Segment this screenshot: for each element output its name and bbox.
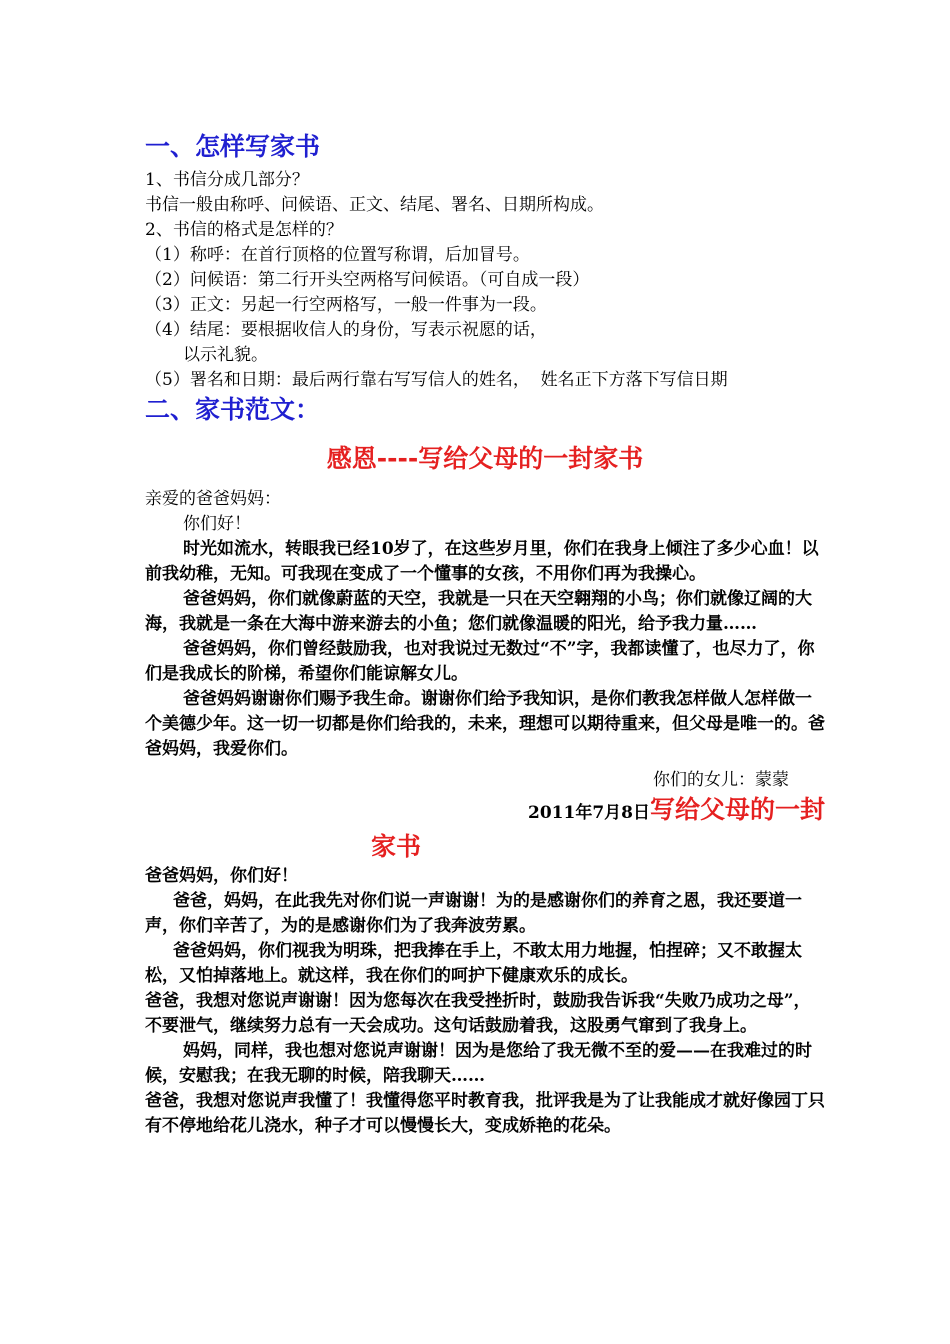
question-1: 1、书信分成几部分？ bbox=[145, 170, 309, 190]
answer-1: 书信一般由称呼、问候语、正文、结尾、署名、日期所构成。 bbox=[145, 195, 604, 215]
letter1-paragraph: 爸爸妈妈谢谢你们赐予我生命。谢谢你们给予我知识，是你们教我怎样做人怎样做一个美德少年。这一切一切都是你们给我的，未来，理想可以期待重来，但父母是唯一的。爸爸妈妈，我爱你们。 bbox=[145, 689, 825, 759]
format-item-4: （4）结尾：要根据收信人的身份，写表示祝愿的话， bbox=[145, 320, 547, 340]
letter1-date-line bbox=[145, 793, 825, 830]
letter2-greeting: 爸爸妈妈，你们好！ bbox=[145, 866, 298, 886]
letter2-title-part1: 写给父母的一封 bbox=[649, 795, 825, 824]
letter2-paragraph: 爸爸妈妈，你们视我为明珠，把我捧在手上，不敢太用力地握，怕捏碎；又不敢握太松，又怕掉落地上。就这样，我在你们的呵护下健康欢乐的成长。 bbox=[145, 941, 802, 986]
letter2-paragraph: 爸爸，我想对您说声我懂了！我懂得您平时教育我，批评我是为了让我能成才就好像园丁只有不停地给花儿浇水，种子才可以慢慢长大，变成娇艳的花朵。 bbox=[145, 1091, 825, 1136]
letter1-greeting: 你们好！ bbox=[183, 514, 251, 534]
letter2-title-part2: 家书 bbox=[371, 832, 422, 861]
format-item-2: （2）问候语：第二行开头空两格写问候语。（可自成一段） bbox=[145, 270, 590, 290]
format-item-3: （3）正文：另起一行空两格写，一般一件事为一段。 bbox=[145, 295, 547, 315]
document-page bbox=[145, 130, 825, 1139]
section1-heading: 一、怎样写家书 bbox=[145, 132, 321, 161]
letter1-paragraph: 爸爸妈妈，你们就像蔚蓝的天空，我就是一只在天空翱翔的小鸟；你们就像辽阔的大海，我就是一条在大海中游来游去的小鱼；您们就像温暖的阳光，给予我力量…… bbox=[145, 589, 812, 634]
format-item-1: （1）称呼：在首行顶格的位置写称谓，后加冒号。 bbox=[145, 245, 530, 265]
letter1-paragraph: 爸爸妈妈，你们曾经鼓励我，也对我说过无数过“不”字，我都读懂了，也尽力了，你们是我成长的阶梯，希望你们能谅解女儿。 bbox=[145, 639, 815, 684]
letter1-paragraph: 时光如流水，转眼我已经10岁了，在这些岁月里，你们在我身上倾注了多少心血！以前我幼稚，无知。可我现在变成了一个懂事的女孩，不用你们再为我操心。 bbox=[145, 539, 819, 584]
format-item-5: （5）署名和日期：最后两行靠右写写信人的姓名， 姓名正下方落下写信日期 bbox=[145, 370, 728, 390]
letter2-paragraph: 爸爸，我想对您说声谢谢！因为您每次在我受挫折时，鼓励我告诉我“失败乃成功之母”，不要泄气，继续努力总有一天会成功。这句话鼓励着我，这股勇气窜到了我身上。 bbox=[145, 991, 811, 1036]
format-item-4-cont: 以示礼貌。 bbox=[183, 345, 268, 365]
question-2: 2、书信的格式是怎样的？ bbox=[145, 220, 343, 240]
letter1-salutation: 亲爱的爸爸妈妈： bbox=[145, 489, 281, 509]
letter1-signature: 你们的女儿：蒙蒙 bbox=[653, 770, 789, 790]
letter2-paragraph: 妈妈，同样，我也想对您说声谢谢！因为是您给了我无微不至的爱——在我难过的时候，安慰我；在我无聊的时候，陪我聊天…… bbox=[145, 1041, 812, 1086]
letter1-title: 感恩----写给父母的一封家书 bbox=[326, 444, 644, 473]
letter2-paragraph: 爸爸，妈妈，在此我先对你们说一声谢谢！为的是感谢你们的养育之恩，我还要道一声，你们辛苦了，为的是感谢你们为了我奔波劳累。 bbox=[145, 891, 802, 936]
letter1-date: 2011年7月8日 bbox=[528, 803, 650, 823]
section2-heading: 二、家书范文： bbox=[145, 395, 321, 424]
